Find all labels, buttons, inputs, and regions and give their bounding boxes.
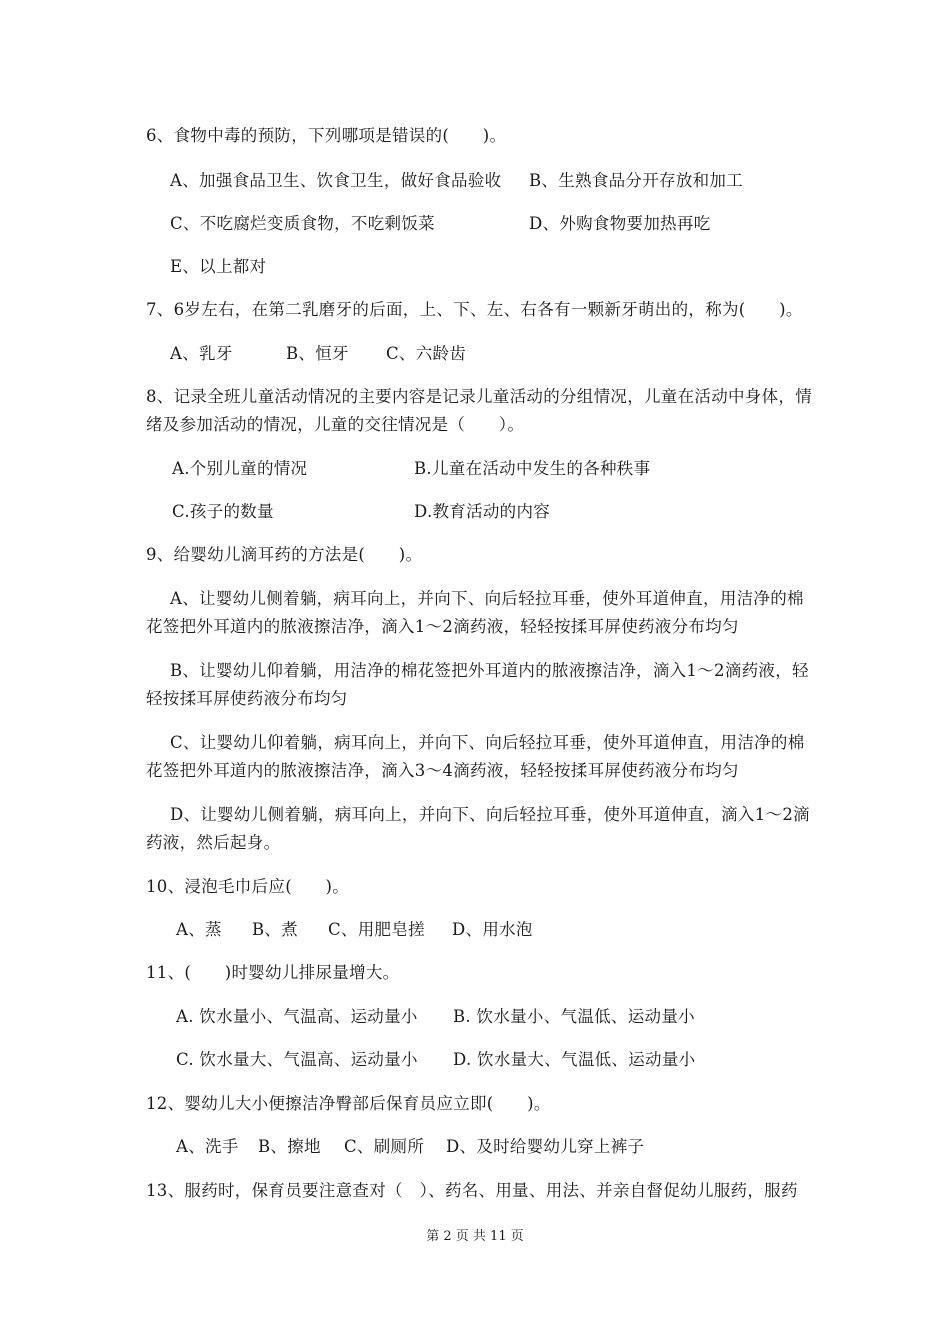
question-11-option-a: A. 饮水量小、气温高、运动量小 xyxy=(176,1007,418,1026)
question-12-option-a: A、洗手 xyxy=(176,1137,239,1156)
question-8-option-d: D.教育活动的内容 xyxy=(414,502,551,521)
question-10-option-b: B、煮 xyxy=(252,920,299,939)
question-6-stem: 6、食物中毒的预防，下列哪项是错误的( )。 xyxy=(146,126,507,145)
question-8-stem-line-1: 8、记录全班儿童活动情况的主要内容是记录儿童活动的分组情况，儿童在活动中身体，情 xyxy=(146,387,812,406)
question-12-option-b: B、擦地 xyxy=(258,1137,321,1156)
question-7-stem: 7、6岁左右，在第二乳磨牙的后面，上、下、左、右各有一颗新牙萌出的，称为( )。 xyxy=(146,300,803,319)
question-8-option-a: A.个别儿童的情况 xyxy=(172,459,308,478)
question-7-option-a: A、乳牙 xyxy=(170,344,233,363)
question-12-option-d: D、及时给婴幼儿穿上裤子 xyxy=(446,1137,645,1156)
question-11-option-c: C. 饮水量大、气温高、运动量小 xyxy=(176,1050,418,1069)
question-9-option-b-line-1: B、让婴幼儿仰着躺，用洁净的棉花签把外耳道内的脓液擦洁净，滴入1～2滴药液，轻 xyxy=(170,661,809,680)
question-7-option-c: C、六龄齿 xyxy=(386,344,467,363)
question-7-option-b: B、恒牙 xyxy=(286,344,349,363)
question-9-option-c-line-2: 花签把外耳道内的脓液擦洁净，滴入3～4滴药液，轻轻按揉耳屏使药液分布均匀 xyxy=(146,761,739,780)
question-8-stem-line-2: 绪及参加活动的情况，儿童的交往情况是（ ）。 xyxy=(146,415,525,434)
question-11-option-b: B. 饮水量小、气温低、运动量小 xyxy=(453,1007,695,1026)
question-6-option-b: B、生熟食品分开存放和加工 xyxy=(529,171,744,190)
page-number-footer: 第 2 页 共 11 页 xyxy=(426,1229,524,1244)
question-8-option-c: C.孩子的数量 xyxy=(172,502,274,521)
question-10-option-c: C、用肥皂搓 xyxy=(328,920,425,939)
question-10-option-a: A、蒸 xyxy=(176,920,222,939)
question-13-stem: 13、服药时，保育员要注意查对（ ）、药名、用量、用法、并亲自督促幼儿服药，服药 xyxy=(146,1181,798,1200)
question-10-option-d: D、用水泡 xyxy=(452,920,533,939)
question-11-option-d: D. 饮水量大、气温低、运动量小 xyxy=(453,1050,696,1069)
question-11-stem: 11、( )时婴幼儿排尿量增大。 xyxy=(146,963,400,982)
question-9-stem: 9、给婴幼儿滴耳药的方法是( )。 xyxy=(146,545,423,564)
question-9-option-c-line-1: C、让婴幼儿仰着躺，病耳向上，并向下、向后轻拉耳垂，使外耳道伸直，用洁净的棉 xyxy=(170,733,805,752)
question-9-option-b-line-2: 轻按揉耳屏使药液分布均匀 xyxy=(146,689,348,708)
question-6-option-a: A、加强食品卫生、饮食卫生，做好食品验收 xyxy=(170,171,502,190)
question-9-option-d-line-2: 药液，然后起身。 xyxy=(146,833,281,852)
question-9-option-a-line-2: 花签把外耳道内的脓液擦洁净，滴入1～2滴药液，轻轻按揉耳屏使药液分布均匀 xyxy=(146,617,739,636)
question-9-option-d-line-1: D、让婴幼儿侧着躺，病耳向上，并向下、向后轻拉耳垂，使外耳道伸直，滴入1～2滴 xyxy=(170,805,810,824)
question-6-option-c: C、不吃腐烂变质食物，不吃剩饭菜 xyxy=(170,214,435,233)
question-12-stem: 12、婴幼儿大小便擦洁净臀部后保育员应立即( )。 xyxy=(146,1094,551,1113)
question-10-stem: 10、浸泡毛巾后应( )。 xyxy=(146,877,350,896)
question-12-option-c: C、刷厕所 xyxy=(344,1137,425,1156)
question-8-option-b: B.儿童在活动中发生的各种秩事 xyxy=(414,459,651,478)
question-9-option-a-line-1: A、让婴幼儿侧着躺，病耳向上，并向下、向后轻拉耳垂，使外耳道伸直，用洁净的棉 xyxy=(170,589,804,608)
question-6-option-e: E、以上都对 xyxy=(170,257,267,276)
question-6-option-d: D、外购食物要加热再吃 xyxy=(529,214,711,233)
